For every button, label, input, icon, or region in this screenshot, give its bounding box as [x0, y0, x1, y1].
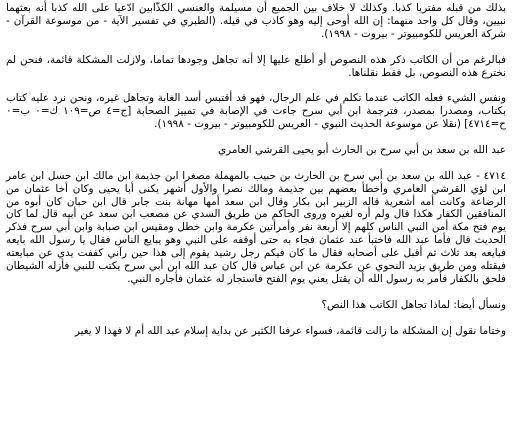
paragraph-conclusion: وختاما نقول إن المشكلة ما زالت قائمة، فسواء عرفنا الكثير عن بداية إسلام عبد الله أم لا فهذا لا يغير: [74, 324, 506, 337]
paragraph-author-ignored: فبالرغم من أن الكاتب ذكر هذه النصوص أو أطلع عليها إلا أنه تجاهل وجودها تماما، ولازلت المشكلة قائمة، فنحن لم نخترع هذه النصوص، بل فقط نقلناها.: [6, 53, 506, 79]
paragraph-isaba-reference: ونفس الشيء فعله الكاتب عندما تكلم في علم الرجال، فهو قد أقتبس أسد الغابة وتجاهل غيره، ونحن نرد عليه كتاب بكتاب، ومصدرا بمصدر، فترجمة ابن أبي سرح جاءت في الإصابة في تمييز الصحابة [ج=٤ ص=١٠٩ ك=٠ ب=٠ ح=٤٧١٤] (نقلا عن موسوعة الحديث النبوي - العريس للكومبيوتر - بيروت - ١٩٩٨).: [6, 92, 507, 131]
paragraph-tabari-quote: بذلك من قبله مفتريا كذبا. وكذلك لا خلاف بين الجميع أن مسيلمة والعنسي الكذّابين ادّعيا على الله كذبا أنه بعثهما نبيين، وقال كل واحد منهما: إن الله أوحى إليه وهو كاذب في قيله. (الطبري في تفسير الآية - من موسوعة القرآن - شركة العريس للكومبيوتر - بيروت - ١٩٩٨).: [6, 2, 506, 40]
paragraph-question: ونسأل أيضا: لماذا تجاهل الكاتب هذا النص؟: [321, 298, 506, 311]
paragraph-biography-entry: ٤٧١٤ - عبد الله بن سعد بن أبي سرح بن الحارث بن حبيب بالمهملة مصغرا ابن جذيمة ابن مالك ابن حسل ابن عامر ابن لؤي القرشي العامري وأخطأ بعضهم بين جذيمة ومالك نصرا والأول أشهر يكنى أبا يحيى وكان أخا عثمان من الرضاعة وكانت أمه أشعرية قاله الزبير ابن بكار وقال ابن سعد أمها مهانة بنت جابر قال ابن حبان كان أبوه من المنافقين الكفار هكذا قال ولم أره لغيره وروى الحاكم من طريق السدي عن مصعب ابن سعد عن أبيه قال لما كان يوم فتح مكة أمن النبي الناس كلهم إلا أربعة نفر وأمرأتين عكرمة وابن خطل ومقيس ابن صبابة وابن أبي سرح فذكر الحديث قال فأما عبد الله فاختبأ عند عثمان فجاء به حتى أوقفه على النبي وهو يبايع الناس فقال يا رسول الله بايعه فبايعه بعد ثلاث ثم أقبل على أصحابه فقال ما كان فيكم رجل رشيد يقوم إلى هذا حين رآني كففت يدي عن مبايعته فيقتله ومن طريق يزيد النحوي عن عكرمة عن ابن عباس قال كان عبد الله ابن أبي سرح يكتب للنبي فأزله الشيطان فلحق بالكفار فأمر به رسول الله أن يقتل يعني يوم الفتح فاستجار له عثمان فأجاره النبي.: [6, 169, 506, 285]
biography-heading: عبد الله بن سعد بن أبي سرح بن الحارث أبو يحيى القرشي العامري: [218, 143, 506, 156]
